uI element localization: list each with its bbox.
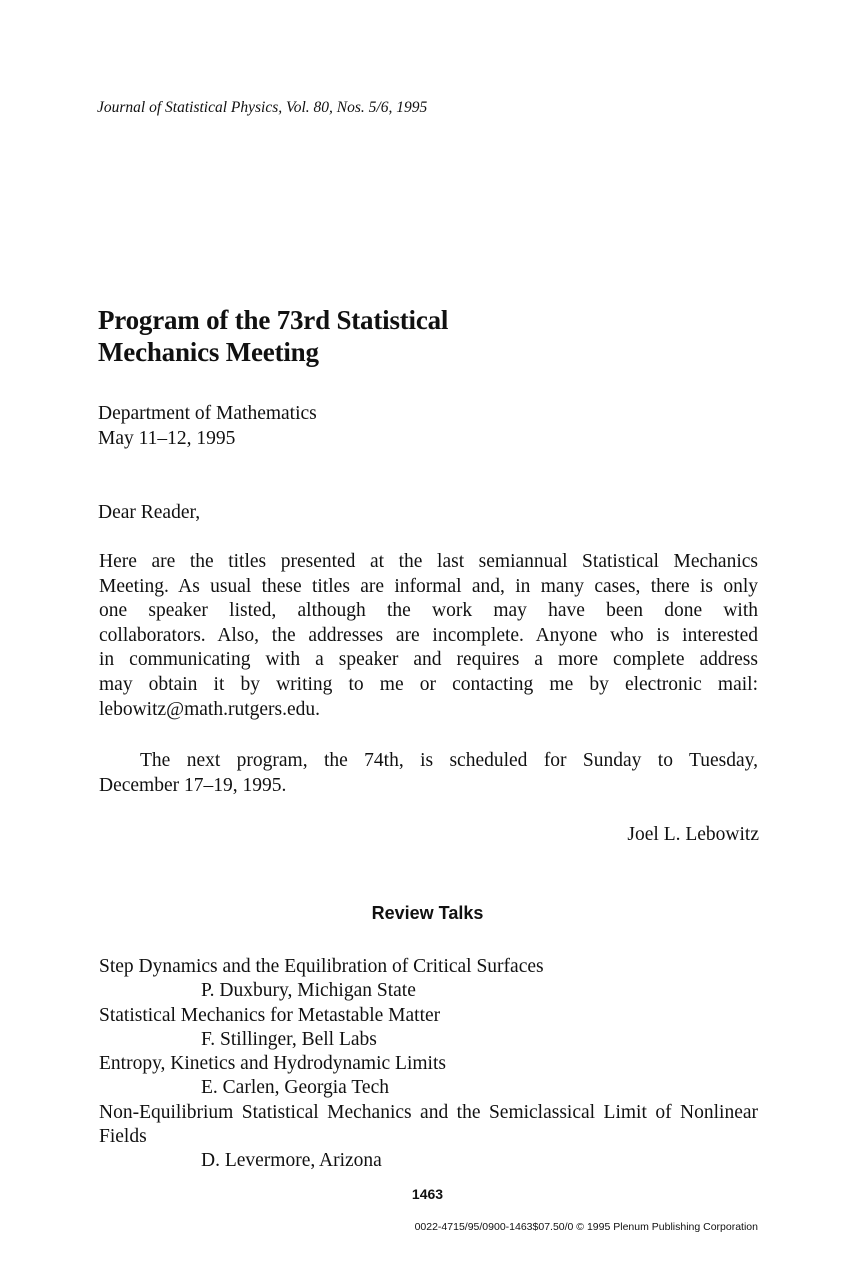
talk-speaker: P. Duxbury, Michigan State bbox=[201, 980, 416, 1002]
review-talks-list bbox=[99, 955, 758, 1174]
intro-line: collaborators. Also, the addresses are incomplete. Anyone who is interested bbox=[99, 624, 758, 646]
talk-speaker: D. Levermore, Arizona bbox=[201, 1150, 382, 1172]
page-number: 1463 bbox=[411, 1186, 444, 1202]
department: Department of Mathematics bbox=[98, 403, 317, 424]
article-title-line-2: Mechanics Meeting bbox=[98, 337, 319, 367]
talk-title: Statistical Mechanics for Metastable Matter bbox=[99, 1004, 441, 1026]
next-program-paragraph bbox=[99, 749, 758, 798]
intro-line: one speaker listed, although the work may have been done with bbox=[99, 600, 758, 622]
talk-item bbox=[99, 1101, 758, 1174]
next-program-line: The next program, the 74th, is scheduled for Sunday to Tuesday, bbox=[140, 750, 758, 771]
intro-line: may obtain it by writing to me or contacting me by electronic mail: bbox=[99, 673, 758, 695]
intro-paragraph bbox=[99, 550, 758, 722]
intro-line: Meeting. As usual these titles are informal and, in many cases, there is only bbox=[99, 575, 758, 597]
talk-item bbox=[99, 1004, 758, 1053]
intro-line-email: lebowitz@math.rutgers.edu. bbox=[99, 698, 321, 720]
salutation: Dear Reader, bbox=[98, 502, 201, 523]
meeting-dates: May 11–12, 1995 bbox=[98, 428, 236, 449]
talk-speaker: E. Carlen, Georgia Tech bbox=[201, 1077, 389, 1099]
affiliation-block bbox=[98, 401, 317, 451]
review-talks-heading: Review Talks bbox=[371, 903, 484, 923]
next-program-line: December 17–19, 1995. bbox=[99, 774, 287, 796]
signature: Joel L. Lebowitz bbox=[627, 824, 759, 845]
intro-line: in communicating with a speaker and requires a more complete address bbox=[99, 649, 758, 671]
article-title-line-1: Program of the 73rd Statistical bbox=[98, 305, 449, 335]
talk-item bbox=[99, 1052, 758, 1101]
article-title bbox=[98, 304, 448, 368]
copyright-line: 0022-4715/95/0900-1463$07.50/0 © 1995 Plenum Publishing Corporation bbox=[414, 1221, 758, 1233]
intro-line: Here are the titles presented at the last semiannual Statistical Mechanics bbox=[99, 551, 758, 572]
talk-speaker: F. Stillinger, Bell Labs bbox=[201, 1028, 377, 1050]
talk-title: Entropy, Kinetics and Hydrodynamic Limits bbox=[99, 1053, 446, 1075]
talk-item bbox=[99, 955, 758, 1004]
talk-title: Non-Equilibrium Statistical Mechanics and the Semiclassical Limit of Nonlinear Fields bbox=[99, 1101, 758, 1148]
journal-citation: Journal of Statistical Physics, Vol. 80, Nos. 5/6, 1995 bbox=[97, 99, 428, 116]
talk-title: Step Dynamics and the Equilibration of Critical Surfaces bbox=[99, 956, 544, 977]
